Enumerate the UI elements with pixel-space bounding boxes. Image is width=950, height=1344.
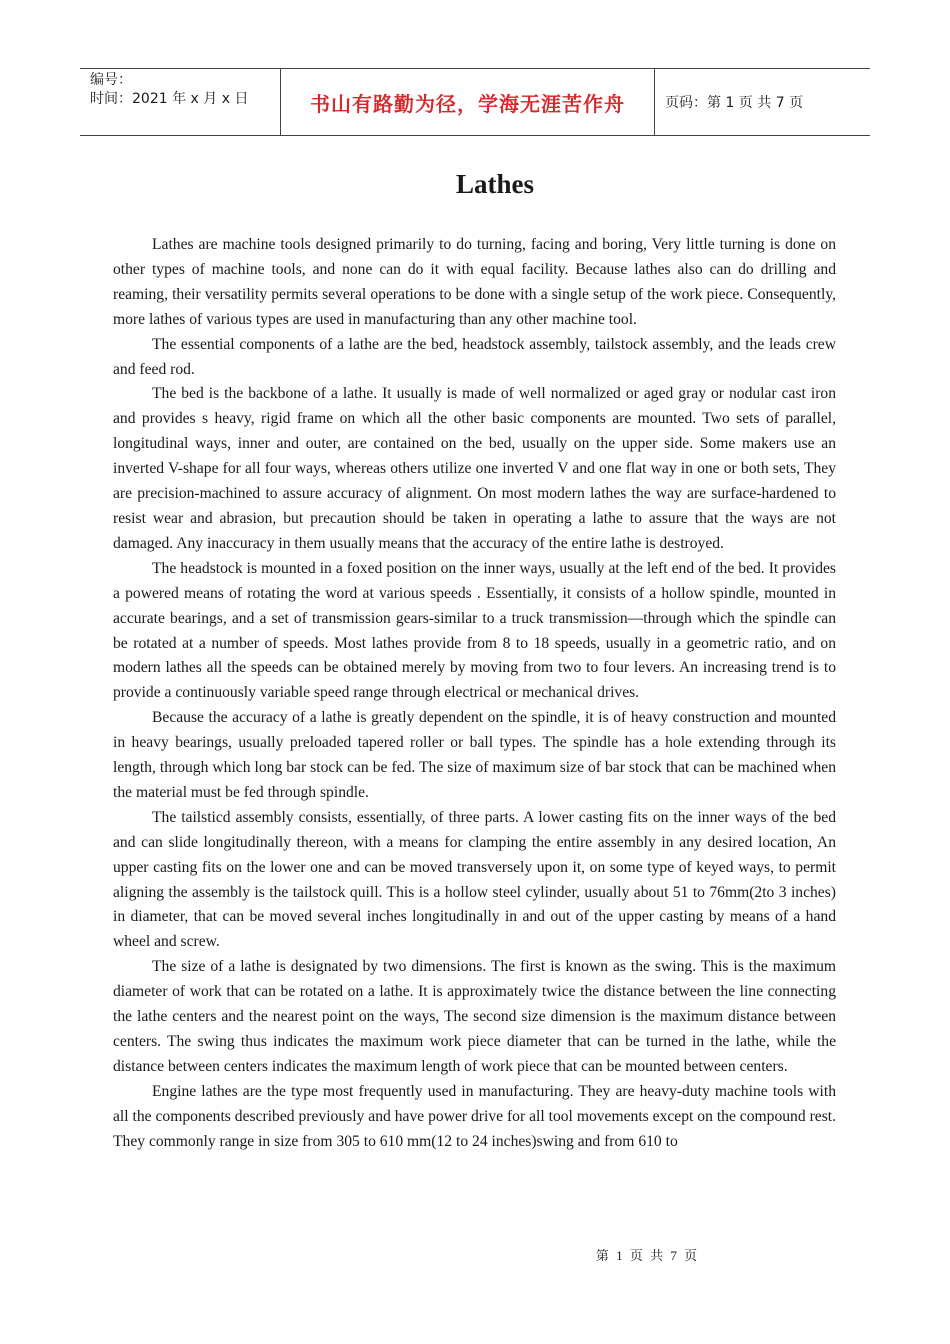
page-footer: 第 1 页 共 7 页 <box>595 1248 700 1263</box>
paragraph: Lathes are machine tools designed primarily to do turning, facing and boring, Very little turning is done on other types of machine tools, and none can do it with equal facility. Because lathes also can do drilling and reaming, their versatility permits several operations to be done with a single setup of the work piece. Consequently, more lathes of various types are used in manufacturing than any other machine tool. <box>113 236 836 328</box>
paragraph: Because the accuracy of a lathe is greatly dependent on the spindle, it is of heavy construction and mounted in heavy bearings, usually preloaded tapered roller or ball types. The spindle has a hole extending through its length, through which long bar stock can be fed. The size of maximum size of bar stock that can be machined when the material must be fed through spindle. <box>113 709 836 801</box>
paragraph: The headstock is mounted in a foxed position on the inner ways, usually at the left end of the bed. It provides a powered means of rotating the word at various speeds . Essentially, it consists of a hollow spindle, mounted in accurate bearings, and a set of transmission gears-similar to a truck transmission—through which the spindle can be rotated at a number of speeds. Most lathes provide from 8 to 18 speeds, usually in a geometric ratio, and on modern lathes all the speeds can be obtained merely by moving from two to four levers. An increasing trend is to provide a continuously variable speed range through electrical or mechanical drives. <box>113 559 836 702</box>
document-number-label: 编号： <box>90 72 132 88</box>
header-slogan: 书山有路勤为径，学海无涯苦作舟 <box>281 69 655 135</box>
header-page-info: 页码：第 1 页 共 7 页 <box>665 95 804 111</box>
paragraph: The essential components of a lathe are the bed, headstock assembly, tailstock assembly, and the leads crew and feed rod. <box>113 335 836 378</box>
document-date: 时间：2021 年 x 月 x 日 <box>90 91 249 107</box>
page-header <box>80 68 870 136</box>
document-body <box>113 233 836 1155</box>
paragraph: Engine lathes are the type most frequently used in manufacturing. They are heavy-duty machine tools with all the components described previously and have power drive for all tool movements except on the compound rest. They commonly range in size from 305 to 610 mm(12 to 24 inches)swing and from 610 to <box>113 1082 836 1150</box>
document-title: Lathes <box>455 169 534 199</box>
header-meta <box>80 69 281 135</box>
paragraph: The bed is the backbone of a lathe. It usually is made of well normalized or aged gray or nodular cast iron and provides s heavy, rigid frame on which all the other basic components are mounted. Two sets of parallel, longitudinal ways, inner and outer, are contained on the bed, usually on the upper side. Some makers use an inverted V-shape for all four ways, whereas others utilize one inverted V and one flat way in one or both sets, They are precision-machined to assure accuracy of alignment. On most modern lathes the way are surface-hardened to resist wear and abrasion, but precaution should be taken in operating a lathe to assure that the ways are not damaged. Any inaccuracy in them usually means that the accuracy of the entire lathe is destroyed. <box>113 385 836 552</box>
paragraph: The tailsticd assembly consists, essentially, of three parts. A lower casting fits on the inner ways of the bed and can slide longitudinally thereon, with a means for clamping the entire assembly in any desired location, An upper casting fits on the lower one and can be moved transversely upon it, on some type of keyed ways, to permit aligning the assembly is the tailstock quill. This is a hollow steel cylinder, usually about 51 to 76mm(2to 3 inches) in diameter, that can be moved several inches longitudinally in and out of the upper casting by means of a hand wheel and screw. <box>113 808 836 951</box>
paragraph: The size of a lathe is designated by two dimensions. The first is known as the swing. This is the maximum diameter of work that can be rotated on a lathe. It is approximately twice the distance between the line connecting the lathe centers and the nearest point on the ways, The second size dimension is the maximum distance between centers. The swing thus indicates the maximum work piece diameter that can be turned in the lathe, while the distance between centers indicates the maximum length of work piece that can be mounted between centers. <box>113 958 836 1075</box>
